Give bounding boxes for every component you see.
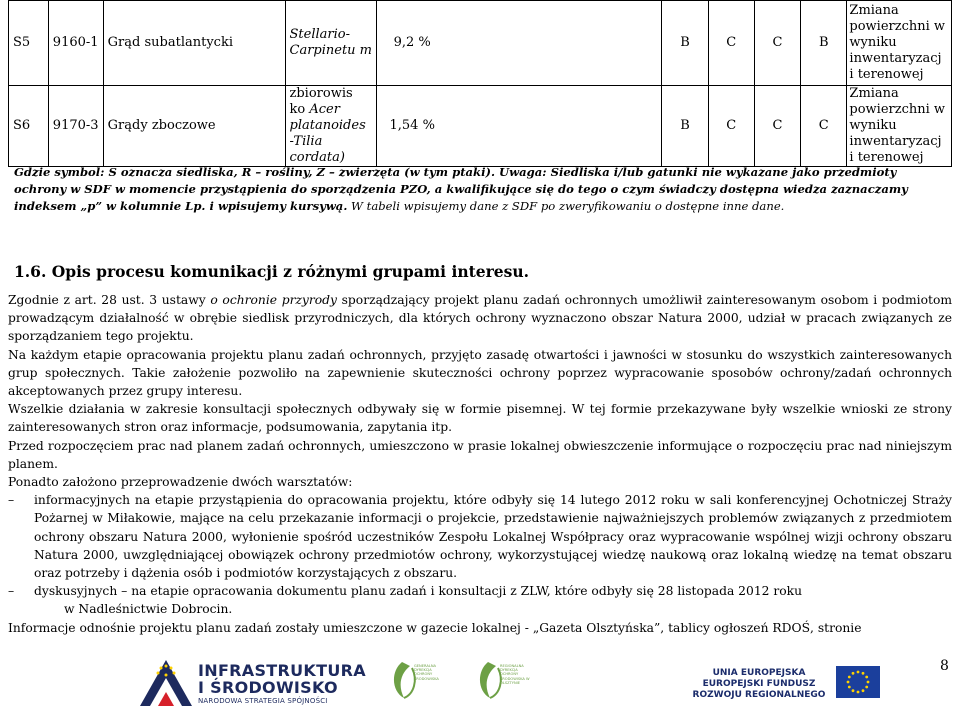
- cell-species: [285, 86, 377, 167]
- cell-grade: B: [801, 1, 847, 86]
- species-prefix: zbiorowis ko: [289, 86, 353, 117]
- note-plain: W tabeli wpisujemy dane z SDF po zweryfikowaniu o dostępne inne dane.: [347, 199, 785, 213]
- paragraph: [8, 291, 952, 346]
- table-note: [14, 164, 952, 215]
- workshop-list: [8, 491, 952, 618]
- gdos-logo-text: GENERALNA DYREKCJA OCHRONY ŚRODOWISKA: [414, 664, 439, 681]
- eu-logo-text: [688, 668, 830, 701]
- dash-bullet: –: [8, 584, 15, 599]
- paragraph: Wszelkie działania w zakresie konsultacji społecznych odbywały się w formie pisemnej. W tej formie przekazywane były wszelkie wnioski ze strony zainteresowanych stron oraz informacje, podsumowania, zapytania itp.: [8, 402, 952, 435]
- text-run: sporządzający projekt planu zadań ochronnych umożliwił zainteresowanym osobom i podmiotom prowadzącym działalność w obrębie siedlisk przyrodniczych, dla których ochrony wyznaczono obszar Natura 2000, udział w pracach związanych ze sporządzaniem tego projektu.: [8, 293, 953, 344]
- logo-text: ROZWOJU REGIONALNEGO: [692, 690, 826, 700]
- cell-grade: C: [754, 1, 800, 86]
- cell-change-note: Zmiana powierzchni w wyniku inwentaryzacj i terenowej: [847, 86, 952, 167]
- logo-text: UNIA EUROPEJSKA: [712, 668, 806, 678]
- logo-text: I ŚRODOWISKO: [198, 678, 338, 697]
- species-latin: Acer platanoides -Tilia: [289, 102, 366, 149]
- cell-habitat-number: 9170-3: [48, 86, 103, 167]
- eu-flag-icon: [836, 666, 880, 698]
- european-funds-logo-icon: [138, 656, 194, 708]
- law-title: o ochronie przyrody: [210, 293, 337, 307]
- cell-grade: C: [754, 86, 800, 167]
- list-item-text: informacyjnych na etapie przystąpienia do opracowania projektu, które odbyły się 14 lutego 2012 roku w sali konferencyjnej Ochotniczej Straży Pożarnej w Miłakowie, mające na celu przekazanie informacji o projekcie, przedstawienie najważniejszych problemów związanych z przedmiotem ochrony obszaru Natura 2000, wyłonienie spośród uczestników Zespołu Lokalnej Współpracy oraz wypracowanie wspólnej wizji ochrony obszaru Natura 2000, uwzględniającej obowiązek ochrony przedmiotów ochrony, wykorzystującej wiedzę naukową oraz lokalną wiedzę na temat obszaru oraz potrzeby i dążenia osób i podmiotów korzystających z obszaru.: [34, 493, 952, 581]
- section-heading: 1.6. Opis procesu komunikacji z różnymi grupami interesu.: [14, 262, 530, 281]
- text-run: Zgodnie z art. 28 ust. 3 ustawy: [8, 293, 211, 307]
- list-item-continuation: w Nadleśnictwie Dobrocin.: [64, 602, 233, 617]
- cell-change-note: Zmiana powierzchni w wyniku inwentaryzacj i terenowej: [847, 1, 952, 86]
- cell-habitat-number: 9160-1: [48, 1, 103, 86]
- cell-percent: [377, 86, 662, 167]
- table-row: [9, 1, 952, 86]
- dash-bullet: –: [8, 493, 15, 508]
- table-row: [9, 86, 952, 167]
- list-item: [8, 491, 952, 582]
- cell-grade: B: [662, 1, 708, 86]
- paragraph: Informacje odnośnie projektu planu zadań zostały umieszczone w gazecie lokalnej - „Gazeta Olsztyńska”, tablicy ogłoszeń RDOŚ, stronie: [8, 620, 862, 635]
- paragraph: Na każdym etapie opracowania projektu planu zadań ochronnych, przyjęto zasadę otwartości i jawności w stosunku do wszystkich zainteresowanych grup społecznych. Takie założenie pozwoliło na zapewnienie skuteczności ochrony poprzez wypracowanie sposobów ochrony/zadań ochronnych akceptowanych przez grupy interesu.: [8, 347, 952, 399]
- habitat-table: [8, 0, 952, 167]
- section-body: [8, 291, 952, 637]
- percent-value: 1,54 %: [389, 118, 435, 133]
- cell-grade: C: [708, 86, 754, 167]
- paragraph: Ponadto założono przeprowadzenie dwóch warsztatów:: [8, 475, 353, 490]
- rdos-logo-text: REGIONALNA DYREKCJA OCHRONY ŚRODOWISKA W OLSZTYNIE: [500, 664, 530, 685]
- paragraph: Przed rozpoczęciem prac nad planem zadań ochronnych, umieszczono w prasie lokalnej obwieszczenie informujące o rozpoczęciu prac nad niniejszym planem.: [8, 438, 952, 471]
- infrastructure-logo-text: [198, 662, 366, 706]
- cell-grade: C: [801, 86, 847, 167]
- cell-species: Stellario-Carpinetu m: [285, 1, 377, 86]
- page-number: 8: [940, 658, 949, 674]
- list-item: [8, 582, 952, 618]
- note-bold: Gdzie symbol: S oznacza siedliska, R – rośliny, Z – zwierzęta (w tym ptaki). Uwaga: Siedliska i/lub gatunki nie wykazane jako przedmioty ochrony w SDF w momencie przystąpienia do sporządzenia PZO, a kwalifikujące się do tego o czym świadczy dostępna wiedza zaznaczamy indeksem „p” w kolumnie Lp. i wpisujemy kursywą.: [14, 165, 908, 213]
- cell-code: S5: [9, 1, 49, 86]
- logo-text: NARODOWA STRATEGIA SPÓJNOŚCI: [198, 697, 328, 705]
- percent-value: 9,2 %: [393, 35, 431, 50]
- cell-grade: B: [662, 86, 708, 167]
- cell-habitat-name: Grąd subatlantycki: [103, 1, 285, 86]
- cell-code: S6: [9, 86, 49, 167]
- species-suffix: cordata): [289, 150, 345, 165]
- logo-text: INFRASTRUKTURA: [198, 661, 366, 680]
- list-item-text: dyskusyjnych – na etapie opracowania dokumentu planu zadań i konsultacji z ZLW, które odbyły się 28 listopada 2012 roku: [34, 584, 803, 599]
- cell-habitat-name: Grądy zboczowe: [103, 86, 285, 167]
- cell-percent: [377, 1, 662, 86]
- logo-text: EUROPEJSKI FUNDUSZ: [702, 679, 816, 689]
- cell-grade: C: [708, 1, 754, 86]
